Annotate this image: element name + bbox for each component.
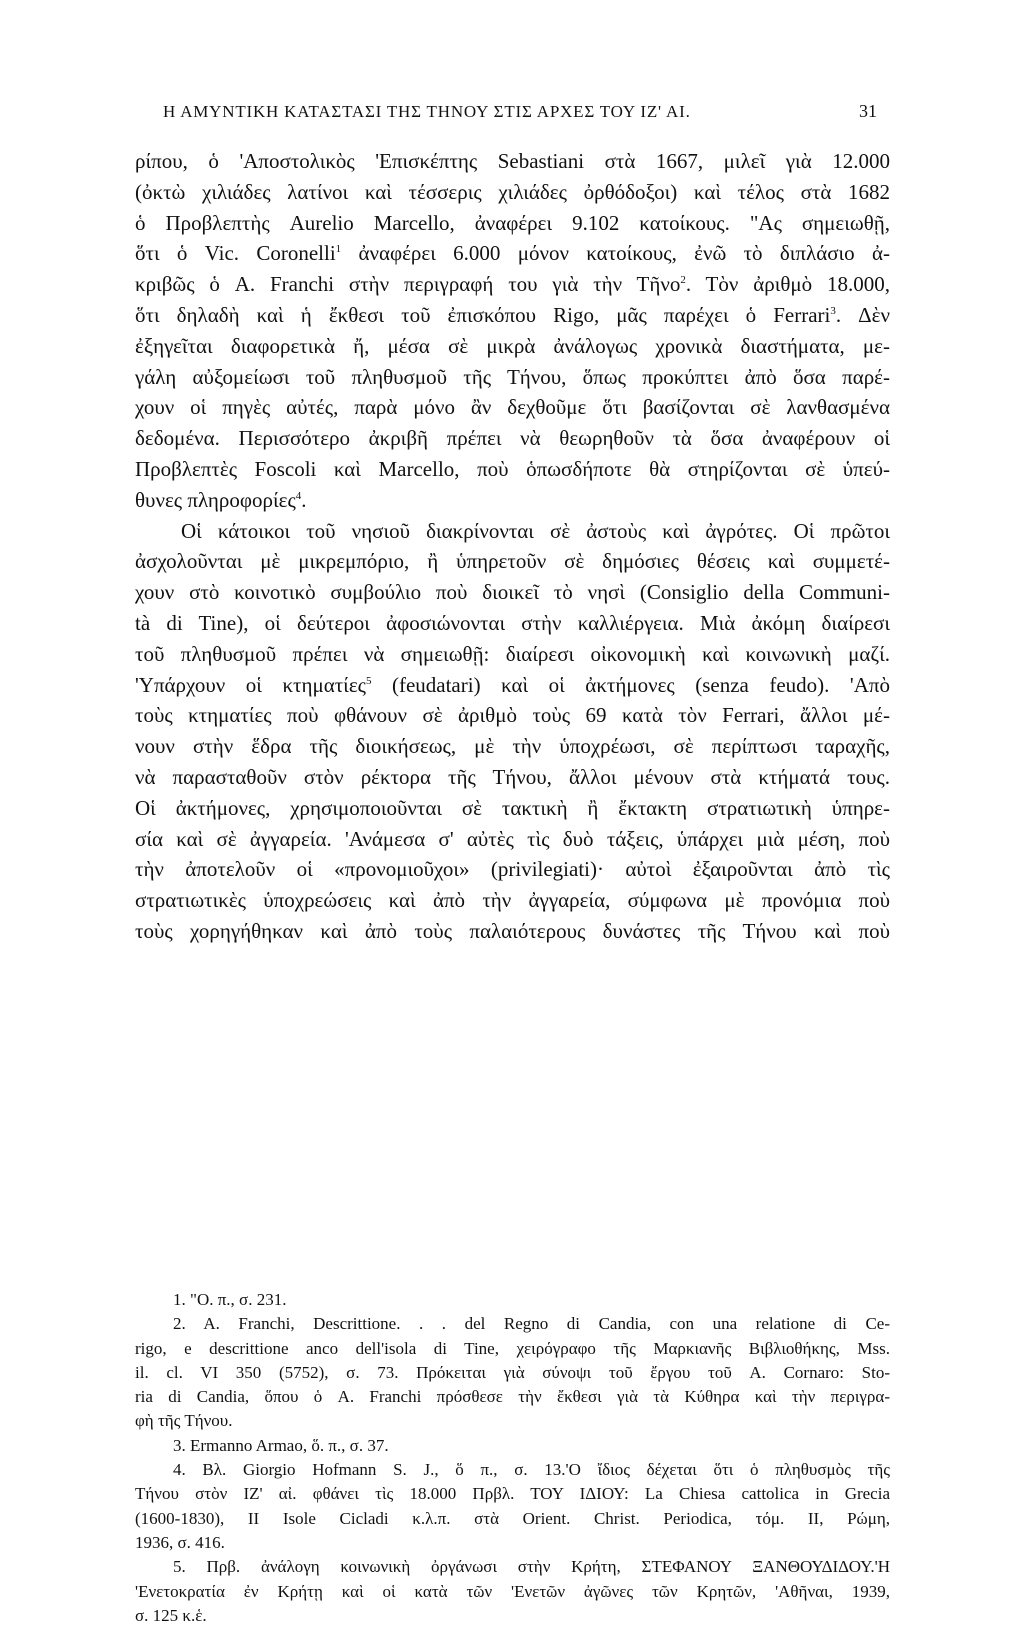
text-fragment: (feudatari) καὶ οἱ ἀκτήμονες (senza feudo). 'Απὸ [371,672,890,697]
text-line: Οἱ ἀκτήμονες, χρησιμοποιοῦνται σὲ τακτικὴ ἢ ἔκτακτη στρατιωτικὴ ὑπηρε- [135,795,890,820]
page-number: 31 [859,101,877,121]
text-line: γάλη αὐξομείωσι τοῦ πληθυσμοῦ τῆς Τήνου, ὅπως προκύπτει ἀπὸ ὅσα παρέ- [135,364,890,389]
footnote-line: 3. Ermanno Armao, ὅ. π., σ. 37. [173,1435,389,1455]
footnote-line: φὴ τῆς Τήνου. [135,1411,233,1431]
text-line: tà di Tine), οἱ δεύτεροι ἀφοσιώνονται στὴν καλλιέργεια. Μιὰ ἀκόμη διαίρεσι [135,610,890,635]
text-fragment: ὅτι ὁ Vic. Coronelli [135,241,336,266]
text-line: νουν στὴν ἕδρα τῆς διοικήσεως, μὲ τὴν ὑποχρέωσι, σὲ περίπτωσι ταραχῆς, [135,734,890,759]
text-line: ἐξηγεῖται διαφορετικὰ ἤ, μέσα σὲ μικρὰ ἀνάλογως χρονικὰ διαστήματα, με- [135,333,890,358]
footnote-line: 1936, σ. 416. [135,1532,225,1552]
footnote-ref: 2 [680,274,686,287]
text-line: στρατιωτικὲς ὑποχρεώσεις καὶ ἀπὸ τὴν ἀγγαρεία, σύμφωνα μὲ προνόμια ποὺ [135,888,890,913]
text-line: δεδομένα. Περισσότερο ἀκριβῆ πρέπει νὰ θεωρηθοῦν τὰ ὅσα ἀναφέρουν οἱ [135,426,890,451]
text-line: Προβλεπτὲς Foscoli καὶ Marcello, ποὺ ὁπωσδήποτε θὰ στηρίζονται σὲ ὑπεύ- [135,456,890,481]
text-line: ἀσχολοῦνται μὲ μικρεμπόριο, ἢ ὑπηρετοῦν σὲ δημόσιες θέσεις καὶ συμμετέ- [135,549,890,574]
footnote-line: 'Ενετοκρατία ἐν Κρήτῃ καὶ οἱ κατὰ τῶν 'Ενετῶν ἀγῶνες τῶν Κρητῶν, 'Αθῆναι, 1939, [135,1581,890,1601]
text-fragment: κριβῶς ὁ A. Franchi στὴν περιγραφή του γιὰ τὴν Τῆνο [135,272,681,297]
text-line: τὴν ἀποτελοῦν οἱ «προνομιοῦχοι» (privilegiati)· αὐτοὶ ἐξαιροῦνται ἀπὸ τὶς [135,857,890,882]
footnote-line: ria di Candia, ὅπου ὁ A. Franchi πρόσθεσε τὴν ἔκθεσι γιὰ τὰ Κύθηρα καὶ τὴν περιγρα- [135,1387,890,1407]
footnote-line: Τήνου στὸν ΙΖ' αἰ. φθάνει τὶς 18.000 Πρβλ. ΤΟΥ ΙΔΙΟΥ: La Chiesa cattolica in Grecia [135,1484,890,1504]
footnote-ref: 1 [335,243,342,256]
footnote-ref: 4 [295,489,302,502]
text-line: ὁ Προβλεπτὴς Aurelio Marcello, ἀναφέρει 9.102 κατοίκους. "Ας σημειωθῇ, [135,210,890,235]
text-line: χουν στὸ κοινοτικὸ συμβούλιο ποὺ διοικεῖ τὸ νησὶ (Consiglio della Communi- [135,580,890,605]
running-header [163,101,877,122]
text-fragment: . [301,487,307,512]
footnote-line: σ. 125 κ.ἑ. [135,1605,207,1625]
running-title: Η ΑΜΥΝΤΙΚΗ ΚΑΤΑΣΤΑΣΙ ΤΗΣ ΤΗΝΟΥ ΣΤΙΣ ΑΡΧΕΣ ΤΟΥ ΙΖ' ΑΙ. [163,102,691,121]
text-line: τοὺς κτηματίες ποὺ φθάνουν σὲ ἀριθμὸ τοὺς 69 κατὰ τὸν Ferrari, ἄλλοι μέ- [135,703,890,728]
text-fragment: ὅτι δηλαδὴ καὶ ἡ ἔκθεσι τοῦ ἐπισκόπου Rigo, μᾶς παρέχει ὁ Ferrari [135,302,831,327]
footnote-line: 1. "Ο. π., σ. 231. [173,1290,287,1309]
paragraph-1 [135,146,890,516]
footnote-ref: 5 [365,674,372,687]
text-line: Οἱ κάτοικοι τοῦ νησιοῦ διακρίνονται σὲ ἀστοὺς καὶ ἀγρότες. Οἱ πρῶτοι [181,518,890,543]
text-line: χουν οἱ πηγὲς αὐτές, παρὰ μόνο ἂν δεχθοῦμε ὅτι βασίζονται σὲ λανθασμένα [135,395,890,420]
text-fragment: θυνες πληροφορίες [135,487,296,512]
text-line: ρίπου, ὁ 'Αποστολικὸς 'Επισκέπτης Sebastiani στὰ 1667, μιλεῖ γιὰ 12.000 [135,149,890,173]
text-line [135,238,890,269]
text-line: τοὺς χορηγήθηκαν καὶ ἀπὸ τοὺς παλαιότερους δυνάστες τῆς Τήνου καὶ ποὺ [135,918,890,943]
footnote-line: 2. A. Franchi, Descrittione. . . del Regno di Candia, con una relatione di Ce- [173,1314,890,1334]
text-line: νὰ παρασταθοῦν στὸν ρέκτορα τῆς Τήνου, ἄλλοι μένουν στὰ κτήματά τους. [135,764,890,789]
footnote-ref: 3 [830,304,836,317]
main-text [135,146,890,947]
text-fragment: . Δὲν [835,302,890,327]
text-fragment: . Τὸν ἀριθμὸ 18.000, [685,272,890,297]
text-line [135,670,890,701]
text-line [135,485,890,516]
text-line: (ὀκτὼ χιλιάδες λατίνοι καὶ τέσσερις χιλιάδες ὀρθόδοξοι) καὶ τέλος στὰ 1682 [135,179,890,204]
text-fragment: 'Υπάρχουν οἱ κτηματίες [135,672,366,697]
footnote-line: rigo, e descrittione anco dell'isola di Tine, χειρόγραφο τῆς Μαρκιανῆς Βιβλιοθήκης, Mss. [135,1338,890,1358]
text-line: σία καὶ σὲ ἀγγαρεία. 'Ανάμεσα σ' αὐτὲς τὶς δυὸ τάξεις, ὑπάρχει μιὰ μέση, ποὺ [135,826,890,851]
text-line [135,300,890,331]
text-line: τοῦ πληθυσμοῦ πρέπει νὰ σημειωθῇ: διαίρεσι οἰκονομικὴ καὶ κοινωνικὴ μαζί. [135,641,890,666]
text-fragment: ἀναφέρει 6.000 μόνον κατοίκους, ἐνῶ τὸ διπλάσιο ἀ- [341,241,890,266]
footnote-line: 5. Πρβ. ἀνάλογη κοινωνικὴ ὀργάνωσι στὴν Κρήτη, ΣΤΕΦΑΝΟΥ ΞΑΝΘΟΥΔΙΔΟΥ.'Η [173,1557,890,1577]
paragraph-2 [135,516,890,947]
text-line [135,269,890,300]
footnote-line: il. cl. VI 350 (5752), σ. 73. Πρόκειται γιὰ σύνοψι τοῦ ἔργου τοῦ A. Cornaro: Sto- [135,1362,890,1382]
footnotes [135,1288,890,1628]
footnote-line: 4. Βλ. Giorgio Hofmann S. J., ὅ π., σ. 13.'Ο ἴδιος δέχεται ὅτι ὁ πληθυσμὸς τῆς [173,1460,890,1480]
footnote-line: (1600-1830), II Isole Cicladi κ.λ.π. στὰ Orient. Christ. Periodica, τόμ. II, Ρώμη, [135,1508,890,1528]
